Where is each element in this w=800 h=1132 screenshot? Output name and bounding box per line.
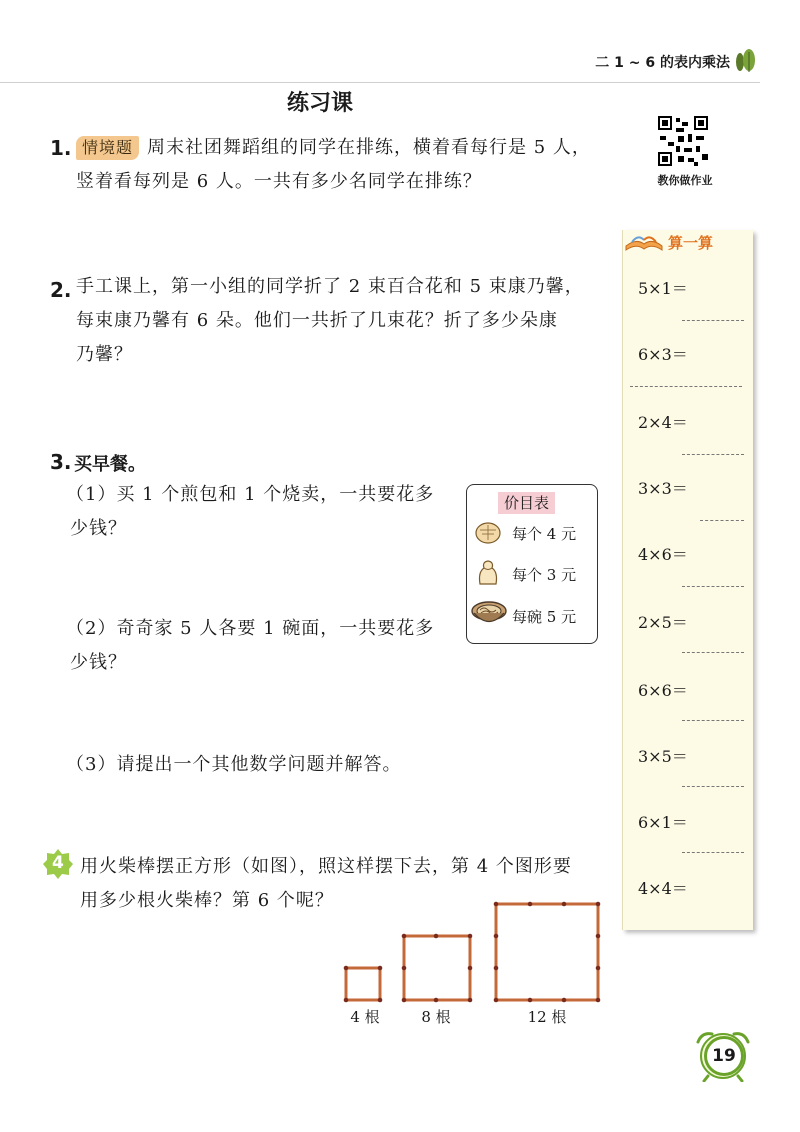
equation-8: 3×5＝ — [638, 747, 688, 766]
price-table-title: 价目表 — [498, 492, 555, 514]
problem-4-line1: 用火柴棒摆正方形（如图），照这样摆下去，第 4 个图形要 — [80, 856, 572, 877]
answer-line-1[interactable] — [682, 320, 744, 321]
problem-3-q2-line2: 少钱？ — [70, 652, 127, 673]
equation-6: 2×5＝ — [638, 613, 688, 632]
answer-line-9[interactable] — [682, 852, 744, 853]
problem-2-number: 2. — [50, 278, 72, 302]
problem-2-line2: 每束康乃馨有 6 朵。他们一共折了几束花？折了多少朵康 — [76, 310, 558, 331]
problem-3-q2 — [66, 612, 456, 680]
equation-10: 4×4＝ — [638, 879, 688, 898]
figure-label-3: 12 根 — [527, 1008, 567, 1026]
equation-4: 3×3＝ — [638, 479, 688, 498]
answer-line-4[interactable] — [700, 520, 744, 521]
answer-line-2[interactable] — [630, 386, 742, 387]
problem-3-number: 3. — [50, 450, 72, 474]
equation-2: 6×3＝ — [638, 345, 688, 364]
equation-9: 6×1＝ — [638, 813, 688, 832]
figure-label-2: 8 根 — [421, 1008, 451, 1026]
problem-1-number: 1. — [50, 136, 72, 160]
problem-1-line1: 周末社团舞蹈组的同学在排练，横着看每行是 5 人， — [147, 137, 591, 158]
page-title: 练习课 — [286, 91, 353, 116]
noodle-bowl-icon — [470, 600, 508, 626]
problem-1-text — [76, 131, 616, 199]
shaomai-icon — [476, 558, 500, 586]
panel-title: 算一算 — [668, 234, 714, 252]
problem-3-q1-line1: （1）买 1 个煎包和 1 个烧卖，一共要花多 — [66, 484, 435, 505]
chapter-title: 二 1 ~ 6 的表内乘法 — [595, 55, 730, 71]
equation-7: 6×6＝ — [638, 681, 688, 700]
matchstick-squares-figure — [340, 900, 610, 1010]
problem-2-line1: 手工课上，第一小组的同学折了 2 束百合花和 5 束康乃馨， — [76, 276, 584, 297]
figure-label-1: 4 根 — [350, 1008, 380, 1026]
problem-2-line3: 乃馨？ — [76, 344, 133, 365]
price-row-1: 每个 4 元 — [512, 525, 577, 543]
problem-2-text — [76, 270, 616, 372]
answer-line-8[interactable] — [682, 786, 744, 787]
scenario-tag: 情境题 — [76, 136, 139, 160]
answer-line-7[interactable] — [682, 720, 744, 721]
leaf-icon — [734, 48, 756, 74]
problem-4-line2: 用多少根火柴棒？第 6 个呢？ — [80, 890, 334, 911]
header-divider — [0, 82, 760, 83]
answer-line-6[interactable] — [682, 652, 744, 653]
fried-bun-icon — [474, 520, 502, 544]
price-row-3: 每碗 5 元 — [512, 608, 577, 626]
answer-line-3[interactable] — [682, 454, 744, 455]
qr-label: 教你做作业 — [657, 174, 713, 187]
problem-3-q2-line1: （2）奇奇家 5 人各要 1 碗面，一共要花多 — [66, 618, 435, 639]
problem-3-q3: （3）请提出一个其他数学问题并解答。 — [66, 754, 402, 775]
answer-line-5[interactable] — [682, 586, 744, 587]
problem-3-q1-line2: 少钱？ — [70, 518, 127, 539]
problem-3-q1 — [66, 478, 456, 546]
equation-3: 2×4＝ — [638, 413, 688, 432]
price-row-2: 每个 3 元 — [512, 566, 577, 584]
open-book-icon — [624, 228, 664, 254]
equation-1: 5×1＝ — [638, 279, 688, 298]
problem-3-title: 买早餐。 — [74, 454, 146, 475]
page-number: 19 — [704, 1036, 744, 1076]
problem-1-line2: 竖着看每列是 6 人。一共有多少名同学在排练？ — [76, 171, 482, 192]
equation-5: 4×6＝ — [638, 545, 688, 564]
qr-code-icon[interactable] — [658, 116, 708, 166]
problem-4-number: 4 — [52, 853, 64, 873]
